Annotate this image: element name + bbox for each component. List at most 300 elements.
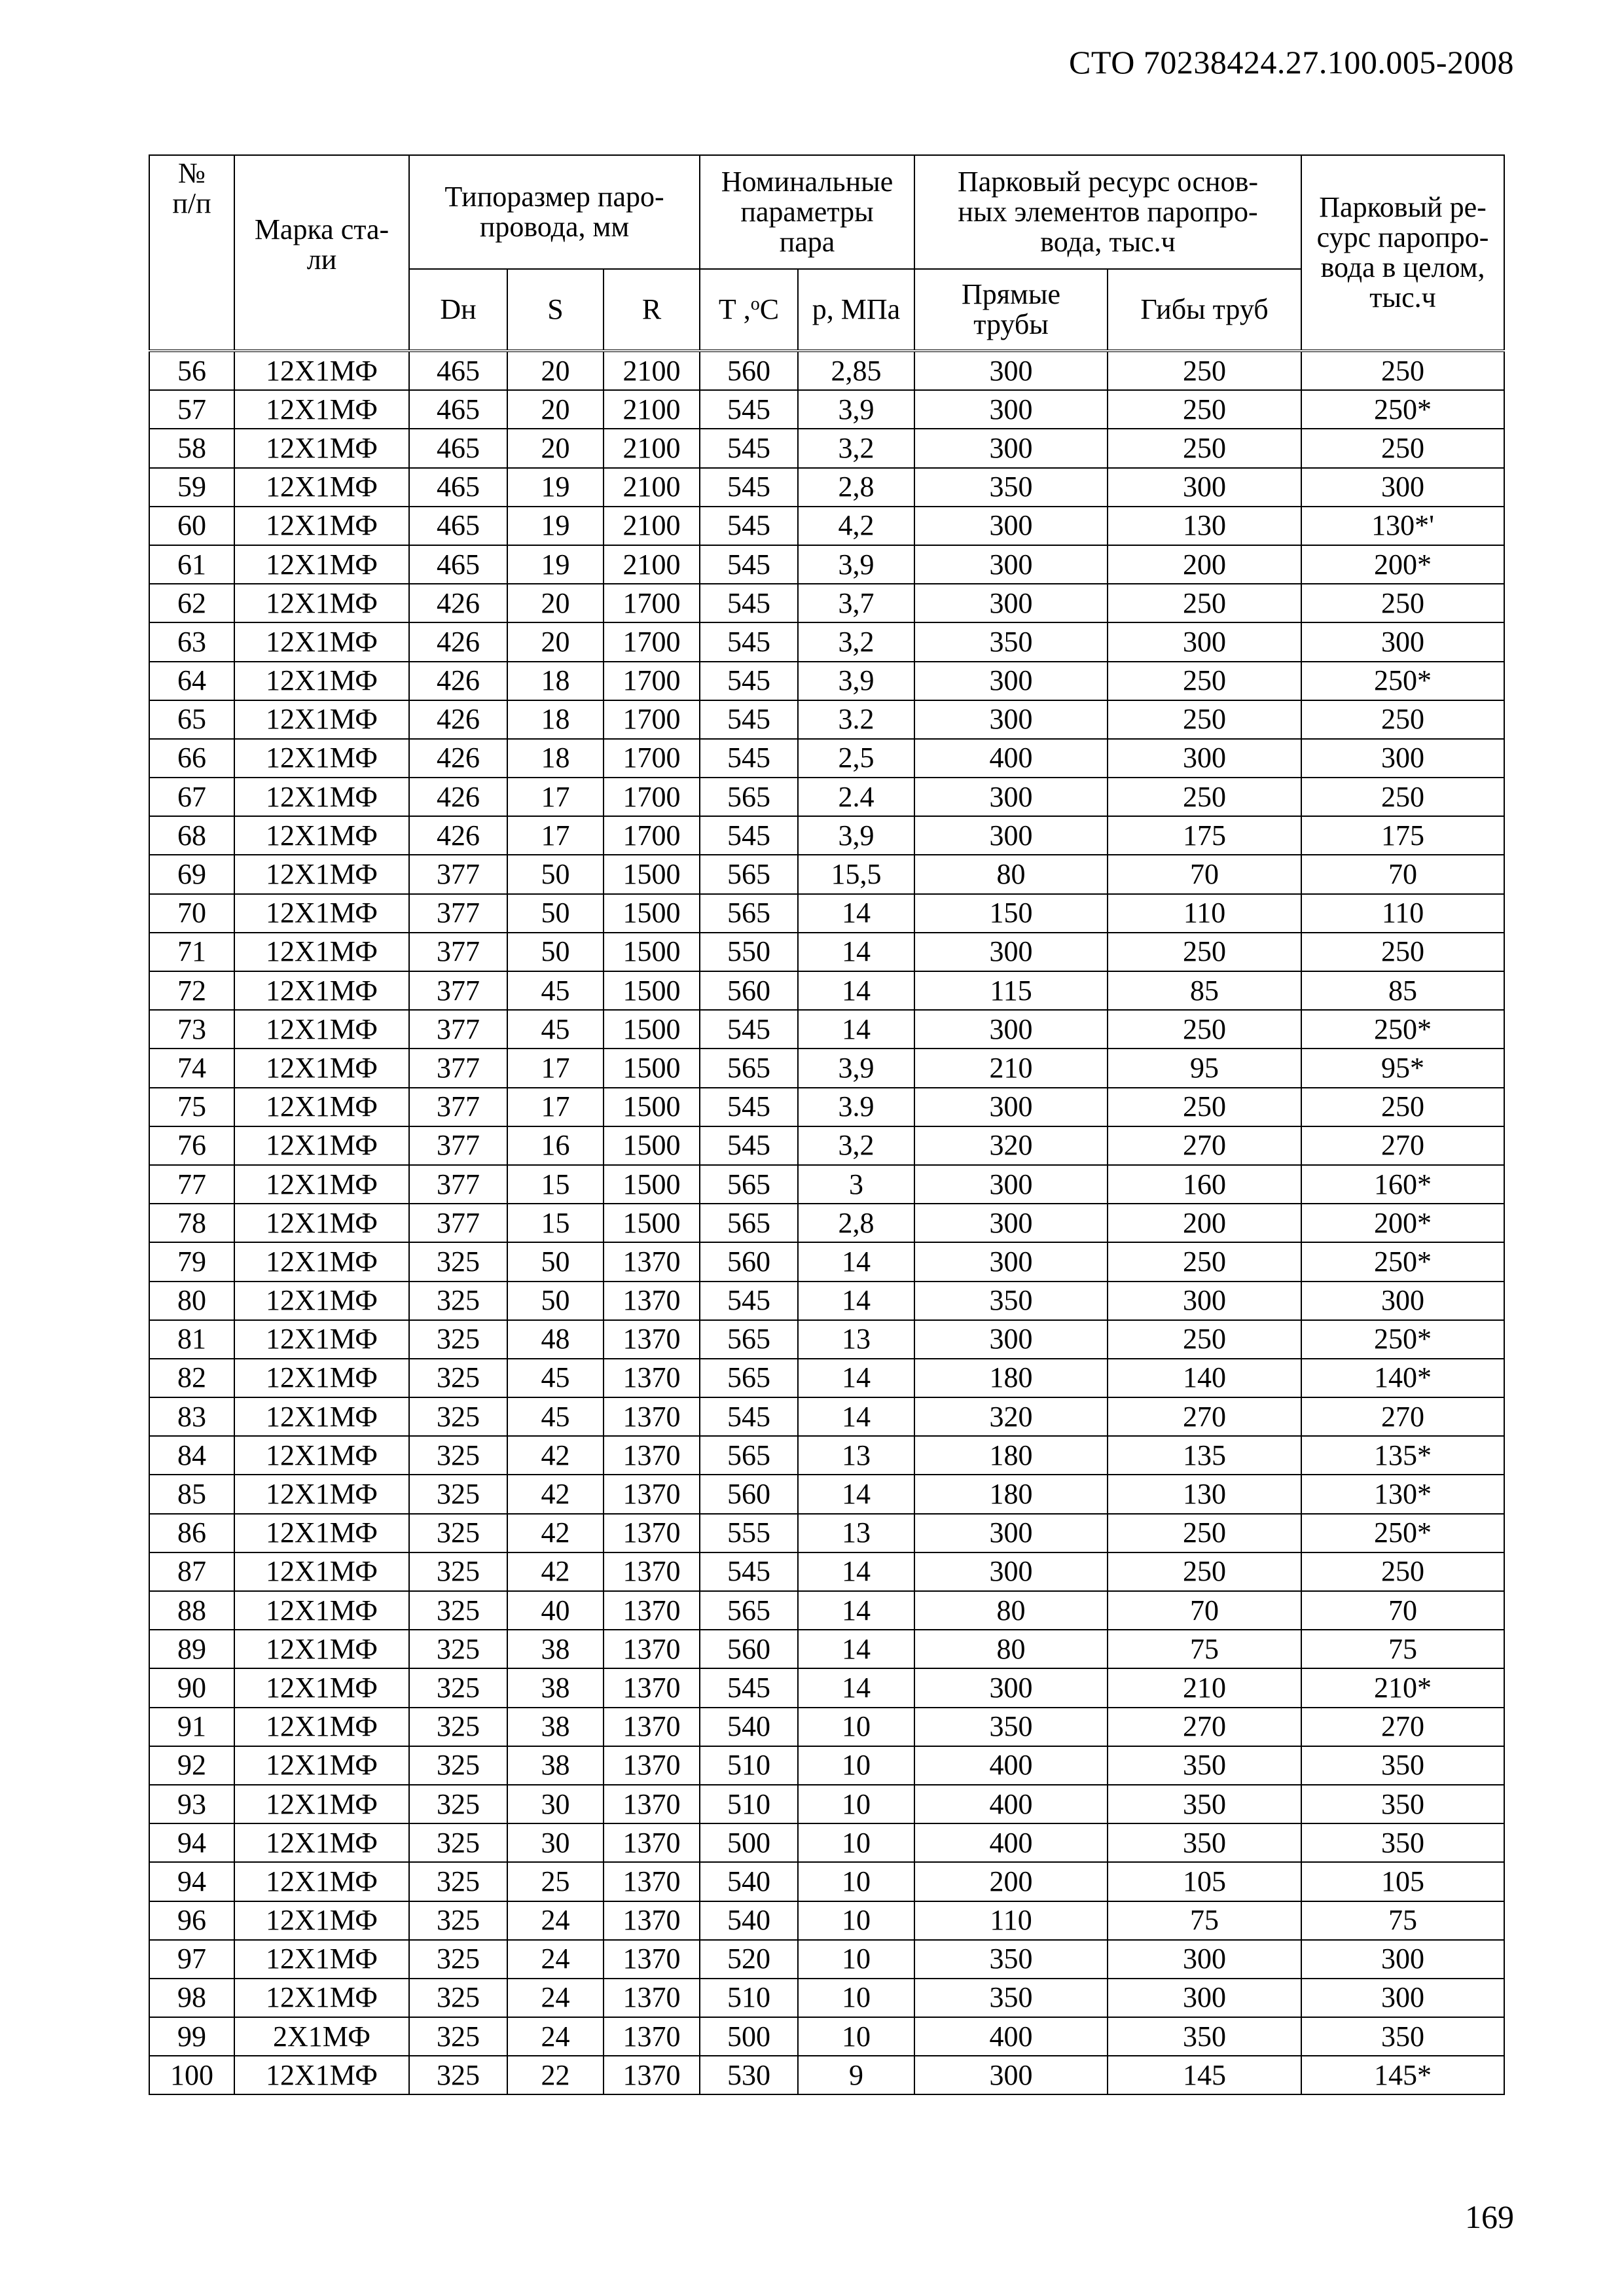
bend-radius-cell: 1370: [604, 2017, 700, 2056]
bend-radius-cell: 1370: [604, 2056, 700, 2094]
straight-pipe-resource-cell: 300: [914, 1514, 1108, 1552]
wall-thickness-cell: 20: [507, 351, 604, 390]
temperature-cell: 545: [700, 1552, 798, 1591]
bend-radius-cell: 1500: [604, 1126, 700, 1165]
temperature-cell: 550: [700, 933, 798, 971]
wall-thickness-cell: 38: [507, 1746, 604, 1785]
pressure-cell: 13: [798, 1320, 914, 1359]
row-number-cell: 74: [149, 1049, 234, 1087]
table-row: [149, 1165, 1504, 1204]
outer-diameter-cell: 325: [409, 1397, 507, 1436]
steel-grade-cell: 12Х1МФ: [234, 1010, 409, 1049]
bend-radius-cell: 2100: [604, 429, 700, 467]
straight-pipe-resource-cell: 80: [914, 1630, 1108, 1668]
header-wall-thickness: [507, 269, 604, 351]
table-row: [149, 1204, 1504, 1242]
outer-diameter-cell: 465: [409, 390, 507, 429]
overall-resource-cell: 300: [1301, 739, 1504, 778]
bend-radius-cell: 1500: [604, 855, 700, 893]
bend-radius-cell: 1700: [604, 622, 700, 661]
row-number-cell: 96: [149, 1901, 234, 1940]
steel-grade-cell: 12Х1МФ: [234, 1514, 409, 1552]
bend-resource-cell: 250: [1108, 1552, 1301, 1591]
straight-pipe-resource-cell: 180: [914, 1436, 1108, 1475]
header-temperature: [700, 269, 798, 351]
row-number-cell: 89: [149, 1630, 234, 1668]
header-straight-pipes: [914, 269, 1108, 351]
pressure-cell: 3,9: [798, 545, 914, 584]
steel-grade-cell: 2Х1МФ: [234, 2017, 409, 2056]
outer-diameter-cell: 426: [409, 622, 507, 661]
bend-resource-cell: 95: [1108, 1049, 1301, 1087]
outer-diameter-cell: 325: [409, 1746, 507, 1785]
row-number-cell: 100: [149, 2056, 234, 2094]
pressure-cell: 14: [798, 1397, 914, 1436]
bend-resource-cell: 350: [1108, 1746, 1301, 1785]
temperature-cell: 565: [700, 1204, 798, 1242]
bend-resource-cell: 250: [1108, 584, 1301, 622]
pressure-cell: 10: [798, 1746, 914, 1785]
table-row: [149, 1591, 1504, 1630]
bend-resource-cell: 250: [1108, 700, 1301, 739]
bend-radius-cell: 1500: [604, 894, 700, 933]
outer-diameter-cell: 325: [409, 2017, 507, 2056]
straight-pipe-resource-cell: 300: [914, 700, 1108, 739]
overall-resource-cell: 105: [1301, 1862, 1504, 1901]
pressure-cell: 3,2: [798, 429, 914, 467]
overall-resource-cell: 350: [1301, 1785, 1504, 1823]
outer-diameter-cell: 325: [409, 1862, 507, 1901]
outer-diameter-cell: 426: [409, 816, 507, 855]
header-pipe-bends: [1108, 269, 1301, 351]
steel-grade-cell: 12Х1МФ: [234, 2056, 409, 2094]
bend-resource-cell: 250: [1108, 1242, 1301, 1281]
outer-diameter-cell: 325: [409, 1940, 507, 1979]
steel-grade-cell: 12Х1МФ: [234, 1320, 409, 1359]
steel-grade-cell: 12Х1МФ: [234, 1708, 409, 1746]
row-number-cell: 69: [149, 855, 234, 893]
straight-pipe-resource-cell: 400: [914, 1785, 1108, 1823]
bend-resource-cell: 270: [1108, 1708, 1301, 1746]
row-number-cell: 80: [149, 1282, 234, 1320]
row-number-cell: 84: [149, 1436, 234, 1475]
header-bend-radius: [604, 269, 700, 351]
wall-thickness-cell: 38: [507, 1708, 604, 1746]
bend-radius-cell: 1500: [604, 1204, 700, 1242]
bend-radius-cell: 1370: [604, 1940, 700, 1979]
table-row: [149, 584, 1504, 622]
bend-resource-cell: 300: [1108, 468, 1301, 507]
row-number-cell: 99: [149, 2017, 234, 2056]
outer-diameter-cell: 325: [409, 1242, 507, 1281]
pressure-cell: 10: [798, 1823, 914, 1862]
steel-grade-cell: 12Х1МФ: [234, 468, 409, 507]
steel-grade-cell: 12Х1МФ: [234, 778, 409, 816]
straight-pipe-resource-cell: 300: [914, 1242, 1108, 1281]
overall-resource-cell: 130*: [1301, 1475, 1504, 1513]
overall-resource-cell: 130*': [1301, 507, 1504, 545]
temperature-cell: 565: [700, 1049, 798, 1087]
temperature-cell: 565: [700, 1320, 798, 1359]
pressure-cell: 13: [798, 1514, 914, 1552]
outer-diameter-cell: 325: [409, 2056, 507, 2094]
straight-pipe-resource-cell: 350: [914, 622, 1108, 661]
outer-diameter-cell: 426: [409, 778, 507, 816]
wall-thickness-cell: 17: [507, 778, 604, 816]
overall-resource-cell: 110: [1301, 894, 1504, 933]
bend-radius-cell: 1700: [604, 778, 700, 816]
straight-pipe-resource-cell: 300: [914, 584, 1108, 622]
header-temperature-degree: о: [750, 294, 760, 314]
pressure-cell: 14: [798, 1475, 914, 1513]
wall-thickness-cell: 45: [507, 1397, 604, 1436]
bend-radius-cell: 1370: [604, 1785, 700, 1823]
row-number-cell: 93: [149, 1785, 234, 1823]
row-number-cell: 71: [149, 933, 234, 971]
row-number-cell: 66: [149, 739, 234, 778]
straight-pipe-resource-cell: 200: [914, 1862, 1108, 1901]
row-number-cell: 83: [149, 1397, 234, 1436]
outer-diameter-cell: 325: [409, 1668, 507, 1707]
bend-resource-cell: 250: [1108, 778, 1301, 816]
wall-thickness-cell: 24: [507, 1979, 604, 2017]
steel-grade-cell: 12Х1МФ: [234, 1049, 409, 1087]
wall-thickness-cell: 24: [507, 2017, 604, 2056]
pressure-cell: 3,9: [798, 816, 914, 855]
straight-pipe-resource-cell: 320: [914, 1397, 1108, 1436]
temperature-cell: 565: [700, 1359, 798, 1397]
steel-grade-cell: 12Х1МФ: [234, 1282, 409, 1320]
temperature-cell: 540: [700, 1901, 798, 1940]
bend-resource-cell: 300: [1108, 1940, 1301, 1979]
overall-resource-cell: 300: [1301, 1282, 1504, 1320]
wall-thickness-cell: 19: [507, 507, 604, 545]
temperature-cell: 560: [700, 1475, 798, 1513]
table-row: [149, 778, 1504, 816]
row-number-cell: 70: [149, 894, 234, 933]
header-outer-diameter: [409, 269, 507, 351]
temperature-cell: 565: [700, 1165, 798, 1204]
bend-radius-cell: 1500: [604, 1049, 700, 1087]
bend-resource-cell: 160: [1108, 1165, 1301, 1204]
bend-radius-cell: 1500: [604, 1165, 700, 1204]
bend-resource-cell: 145: [1108, 2056, 1301, 2094]
steel-grade-cell: 12Х1МФ: [234, 1359, 409, 1397]
row-number-cell: 98: [149, 1979, 234, 2017]
row-number-cell: 86: [149, 1514, 234, 1552]
bend-radius-cell: 1700: [604, 662, 700, 700]
row-number-cell: 72: [149, 971, 234, 1010]
bend-resource-cell: 300: [1108, 1979, 1301, 2017]
bend-resource-cell: 140: [1108, 1359, 1301, 1397]
bend-radius-cell: 1500: [604, 971, 700, 1010]
straight-pipe-resource-cell: 400: [914, 739, 1108, 778]
bend-radius-cell: 1700: [604, 739, 700, 778]
table-row: [149, 933, 1504, 971]
straight-pipe-resource-cell: 115: [914, 971, 1108, 1010]
outer-diameter-cell: 465: [409, 351, 507, 390]
temperature-cell: 540: [700, 1708, 798, 1746]
table-row: [149, 545, 1504, 584]
pressure-cell: 14: [798, 1552, 914, 1591]
table-row: [149, 1397, 1504, 1436]
header-straight-pipes-label: Прямые трубы: [962, 278, 1060, 340]
overall-resource-cell: 270: [1301, 1397, 1504, 1436]
steel-grade-cell: 12Х1МФ: [234, 1552, 409, 1591]
straight-pipe-resource-cell: 210: [914, 1049, 1108, 1087]
header-nominal-params-group-label: Номинальные параметры пара: [721, 166, 893, 258]
steel-grade-cell: 12Х1МФ: [234, 429, 409, 467]
steel-grade-cell: 12Х1МФ: [234, 1242, 409, 1281]
steel-grade-cell: 12Х1МФ: [234, 1165, 409, 1204]
straight-pipe-resource-cell: 350: [914, 1940, 1108, 1979]
outer-diameter-cell: 325: [409, 1591, 507, 1630]
overall-resource-cell: 160*: [1301, 1165, 1504, 1204]
temperature-cell: 545: [700, 1397, 798, 1436]
bend-radius-cell: 1370: [604, 1359, 700, 1397]
pressure-cell: 2,5: [798, 739, 914, 778]
overall-resource-cell: 250: [1301, 584, 1504, 622]
outer-diameter-cell: 426: [409, 739, 507, 778]
straight-pipe-resource-cell: 300: [914, 816, 1108, 855]
row-number-cell: 59: [149, 468, 234, 507]
bend-radius-cell: 1370: [604, 1746, 700, 1785]
table-row: [149, 351, 1504, 390]
header-steel-grade: [234, 155, 409, 351]
table-row: [149, 1436, 1504, 1475]
pressure-cell: 15,5: [798, 855, 914, 893]
header-overall-resource: [1301, 155, 1504, 351]
bend-resource-cell: 250: [1108, 1320, 1301, 1359]
steel-grade-cell: 12Х1МФ: [234, 507, 409, 545]
temperature-cell: 545: [700, 1088, 798, 1126]
straight-pipe-resource-cell: 300: [914, 1165, 1108, 1204]
overall-resource-cell: 250: [1301, 351, 1504, 390]
straight-pipe-resource-cell: 400: [914, 1746, 1108, 1785]
outer-diameter-cell: 377: [409, 933, 507, 971]
row-number-cell: 73: [149, 1010, 234, 1049]
overall-resource-cell: 175: [1301, 816, 1504, 855]
table-row: [149, 1979, 1504, 2017]
bend-resource-cell: 350: [1108, 1823, 1301, 1862]
wall-thickness-cell: 45: [507, 971, 604, 1010]
bend-resource-cell: 250: [1108, 1010, 1301, 1049]
steel-grade-cell: 12Х1МФ: [234, 816, 409, 855]
straight-pipe-resource-cell: 300: [914, 1204, 1108, 1242]
outer-diameter-cell: 325: [409, 1359, 507, 1397]
row-number-cell: 63: [149, 622, 234, 661]
temperature-cell: 500: [700, 1823, 798, 1862]
table-row: [149, 1126, 1504, 1165]
overall-resource-cell: 270: [1301, 1126, 1504, 1165]
temperature-cell: 545: [700, 429, 798, 467]
bend-radius-cell: 1370: [604, 1320, 700, 1359]
straight-pipe-resource-cell: 300: [914, 2056, 1108, 2094]
bend-radius-cell: 1370: [604, 1475, 700, 1513]
pressure-cell: 14: [798, 1668, 914, 1707]
pressure-cell: 10: [798, 2017, 914, 2056]
outer-diameter-cell: 325: [409, 1630, 507, 1668]
temperature-cell: 545: [700, 468, 798, 507]
temperature-cell: 565: [700, 855, 798, 893]
wall-thickness-cell: 25: [507, 1862, 604, 1901]
straight-pipe-resource-cell: 320: [914, 1126, 1108, 1165]
outer-diameter-cell: 325: [409, 1552, 507, 1591]
row-number-cell: 58: [149, 429, 234, 467]
pressure-cell: 3,7: [798, 584, 914, 622]
bend-radius-cell: 1500: [604, 1088, 700, 1126]
row-number-cell: 68: [149, 816, 234, 855]
outer-diameter-cell: 325: [409, 1979, 507, 2017]
row-number-cell: 94: [149, 1862, 234, 1901]
pressure-cell: 10: [798, 1708, 914, 1746]
table-row: [149, 1746, 1504, 1785]
bend-resource-cell: 75: [1108, 1630, 1301, 1668]
wall-thickness-cell: 17: [507, 1049, 604, 1087]
straight-pipe-resource-cell: 150: [914, 894, 1108, 933]
table-row: [149, 1514, 1504, 1552]
straight-pipe-resource-cell: 300: [914, 507, 1108, 545]
pressure-cell: 14: [798, 971, 914, 1010]
wall-thickness-cell: 50: [507, 933, 604, 971]
bend-resource-cell: 75: [1108, 1901, 1301, 1940]
straight-pipe-resource-cell: 300: [914, 1320, 1108, 1359]
wall-thickness-cell: 22: [507, 2056, 604, 2094]
wall-thickness-cell: 50: [507, 1282, 604, 1320]
wall-thickness-cell: 50: [507, 1242, 604, 1281]
bend-radius-cell: 1500: [604, 1010, 700, 1049]
straight-pipe-resource-cell: 300: [914, 351, 1108, 390]
steel-grade-cell: 12Х1МФ: [234, 351, 409, 390]
straight-pipe-resource-cell: 350: [914, 1979, 1108, 2017]
wall-thickness-cell: 18: [507, 700, 604, 739]
bend-resource-cell: 200: [1108, 545, 1301, 584]
pressure-cell: 10: [798, 1862, 914, 1901]
pressure-cell: 14: [798, 1282, 914, 1320]
wall-thickness-cell: 50: [507, 855, 604, 893]
overall-resource-cell: 95*: [1301, 1049, 1504, 1087]
temperature-cell: 545: [700, 622, 798, 661]
pressure-cell: 2,85: [798, 351, 914, 390]
overall-resource-cell: 250: [1301, 1552, 1504, 1591]
table-row: [149, 1359, 1504, 1397]
table-row: [149, 1010, 1504, 1049]
overall-resource-cell: 250*: [1301, 1242, 1504, 1281]
steel-grade-cell: 12Х1МФ: [234, 1901, 409, 1940]
straight-pipe-resource-cell: 350: [914, 1708, 1108, 1746]
bend-resource-cell: 110: [1108, 894, 1301, 933]
header-temperature-unit: С: [759, 293, 780, 325]
steel-grade-cell: 12Х1МФ: [234, 1979, 409, 2017]
temperature-cell: 560: [700, 1242, 798, 1281]
overall-resource-cell: 250: [1301, 429, 1504, 467]
outer-diameter-cell: 325: [409, 1514, 507, 1552]
overall-resource-cell: 300: [1301, 468, 1504, 507]
header-temperature-prefix: Т ,: [718, 293, 751, 325]
bend-radius-cell: 1370: [604, 1242, 700, 1281]
steel-grade-cell: 12Х1МФ: [234, 1823, 409, 1862]
table-row: [149, 1708, 1504, 1746]
straight-pipe-resource-cell: 400: [914, 1823, 1108, 1862]
header-pipe-size-group: [409, 155, 700, 269]
header-nominal-params-group: [700, 155, 914, 269]
temperature-cell: 555: [700, 1514, 798, 1552]
row-number-cell: 56: [149, 351, 234, 390]
pressure-cell: 14: [798, 1242, 914, 1281]
overall-resource-cell: 250*: [1301, 1514, 1504, 1552]
bend-radius-cell: 2100: [604, 351, 700, 390]
wall-thickness-cell: 20: [507, 584, 604, 622]
pressure-cell: 2,8: [798, 1204, 914, 1242]
wall-thickness-cell: 15: [507, 1165, 604, 1204]
outer-diameter-cell: 325: [409, 1436, 507, 1475]
bend-radius-cell: 1370: [604, 1436, 700, 1475]
wall-thickness-cell: 42: [507, 1552, 604, 1591]
outer-diameter-cell: 325: [409, 1475, 507, 1513]
temperature-cell: 545: [700, 507, 798, 545]
bend-radius-cell: 1370: [604, 1397, 700, 1436]
bend-radius-cell: 1370: [604, 1862, 700, 1901]
header-pipe-bends-label: Гибы труб: [1140, 293, 1269, 325]
steel-grade-cell: 12Х1МФ: [234, 1126, 409, 1165]
pressure-cell: 9: [798, 2056, 914, 2094]
header-overall-resource-label: Парковый ре- сурс паропро- вода в целом, тыс.ч: [1316, 191, 1489, 314]
page-number: 169: [1465, 2198, 1514, 2235]
table-row: [149, 1475, 1504, 1513]
table-row: [149, 507, 1504, 545]
pressure-cell: 14: [798, 894, 914, 933]
outer-diameter-cell: 426: [409, 584, 507, 622]
wall-thickness-cell: 50: [507, 894, 604, 933]
header-row-number: [149, 155, 234, 351]
table-row: [149, 1088, 1504, 1126]
overall-resource-cell: 70: [1301, 1591, 1504, 1630]
overall-resource-cell: 250: [1301, 700, 1504, 739]
straight-pipe-resource-cell: 300: [914, 429, 1108, 467]
overall-resource-cell: 75: [1301, 1901, 1504, 1940]
bend-radius-cell: 1370: [604, 1552, 700, 1591]
wall-thickness-cell: 20: [507, 622, 604, 661]
temperature-cell: 565: [700, 894, 798, 933]
table-row: [149, 429, 1504, 467]
overall-resource-cell: 350: [1301, 1823, 1504, 1862]
straight-pipe-resource-cell: 300: [914, 545, 1108, 584]
header-wall-thickness-label: S: [547, 293, 564, 325]
pressure-cell: 3,9: [798, 1049, 914, 1087]
table-row: [149, 1630, 1504, 1668]
outer-diameter-cell: 465: [409, 468, 507, 507]
straight-pipe-resource-cell: 300: [914, 1010, 1108, 1049]
table-row: [149, 390, 1504, 429]
pressure-cell: 2.4: [798, 778, 914, 816]
pressure-cell: 14: [798, 933, 914, 971]
bend-resource-cell: 85: [1108, 971, 1301, 1010]
header-outer-diameter-label: Dн: [440, 293, 477, 325]
steel-grade-cell: 12Х1МФ: [234, 1785, 409, 1823]
row-number-cell: 57: [149, 390, 234, 429]
bend-resource-cell: 130: [1108, 1475, 1301, 1513]
wall-thickness-cell: 19: [507, 468, 604, 507]
straight-pipe-resource-cell: 300: [914, 933, 1108, 971]
overall-resource-cell: 200*: [1301, 1204, 1504, 1242]
steel-grade-cell: 12Х1МФ: [234, 545, 409, 584]
row-number-cell: 97: [149, 1940, 234, 1979]
overall-resource-cell: 300: [1301, 1940, 1504, 1979]
bend-resource-cell: 175: [1108, 816, 1301, 855]
steel-grade-cell: 12Х1МФ: [234, 1591, 409, 1630]
document-code: СТО 70238424.27.100.005-2008: [1069, 44, 1514, 81]
steel-grade-cell: 12Х1МФ: [234, 1940, 409, 1979]
